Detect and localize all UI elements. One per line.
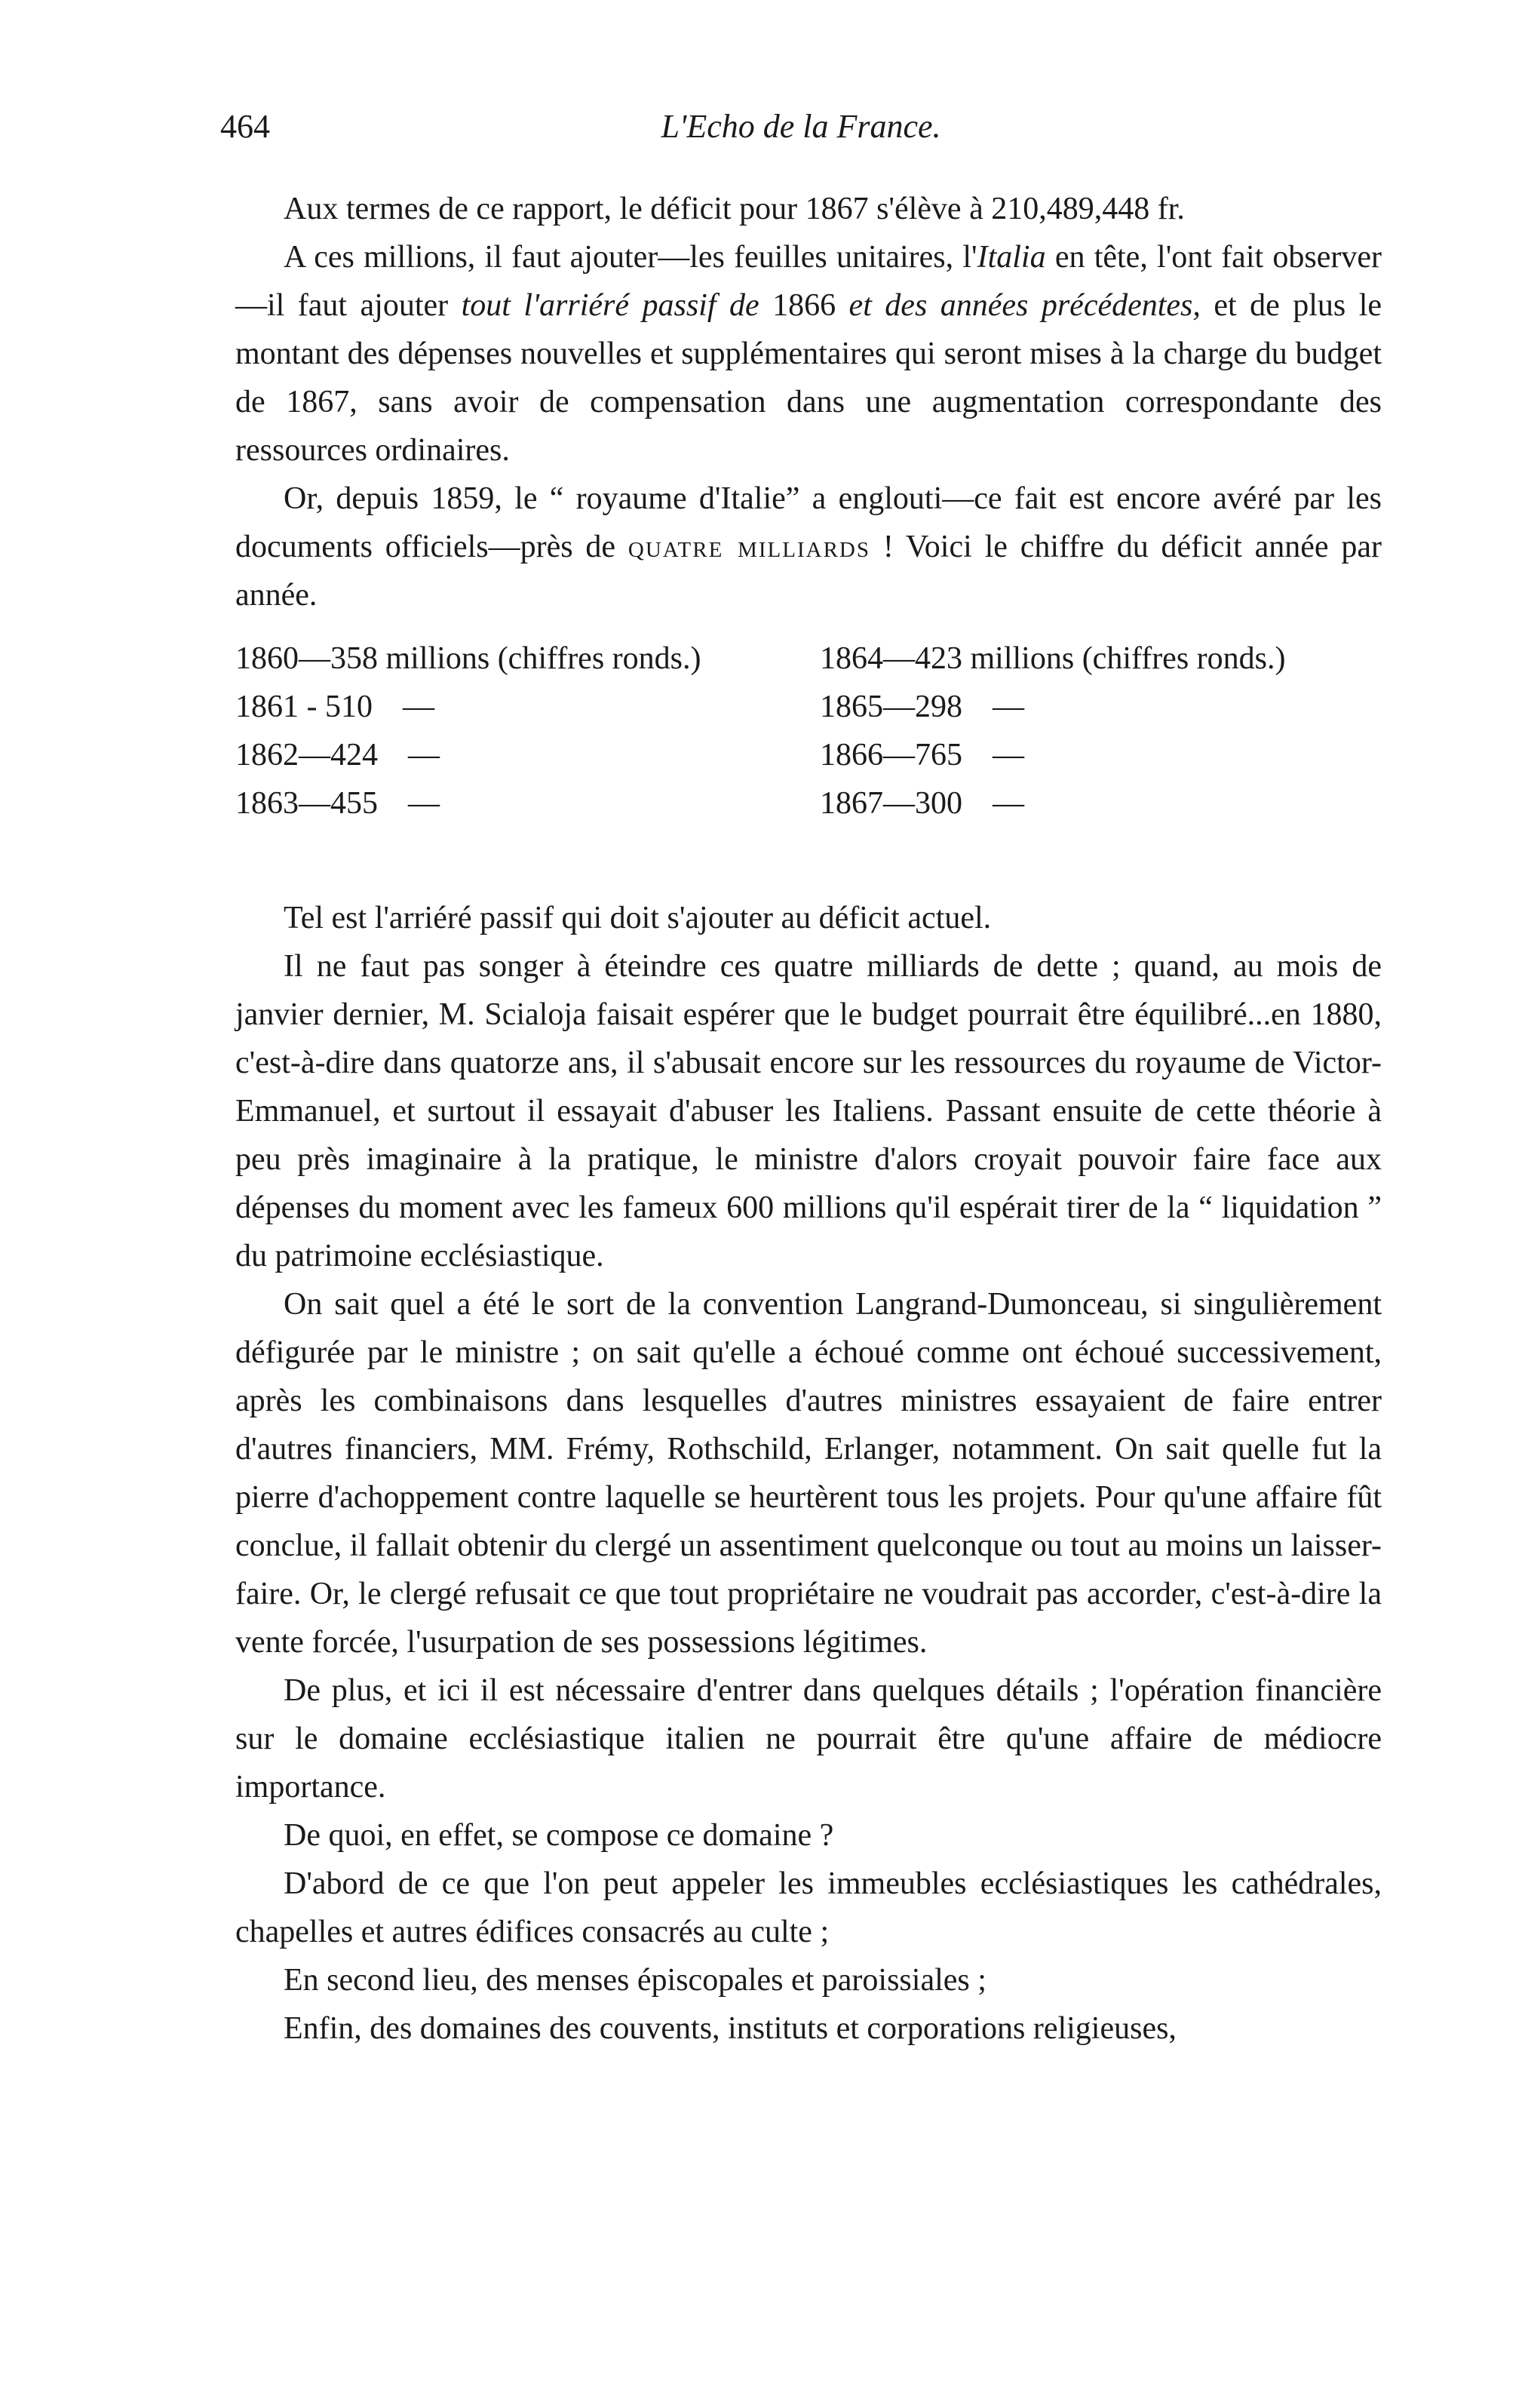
text-run: et de plus le montant des dépenses nouvelles et supplémentaires qui seront mises à la charge du budget de 1867, sans avoir de compensation dans une augmentation correspondante des ressources ordinaires. xyxy=(235,288,1382,468)
ditto-dash: — xyxy=(993,738,1024,772)
paragraph-quatre-milliards xyxy=(235,475,1382,619)
paragraph-arriere-summary: Tel est l'arriéré passif qui doit s'ajouter au déficit actuel. xyxy=(284,901,992,935)
ditto-dash: — xyxy=(403,690,434,724)
deficit-column-right xyxy=(820,634,1286,828)
row-label: 1861 - 510 xyxy=(235,690,373,724)
ditto-dash: — xyxy=(993,786,1024,821)
paragraph-operation-financiere: De plus, et ici il est nécessaire d'entrer dans quelques détails ; l'opération financière sur le domaine ecclésiastique italien ne pourrait être qu'une affaire de médiocre importance. xyxy=(235,1673,1382,1804)
ditto-dash: — xyxy=(993,690,1024,724)
row-label: 1864—423 millions (chiffres ronds.) xyxy=(820,641,1286,676)
table-row xyxy=(820,779,1286,828)
row-label: 1860—358 millions (chiffres ronds.) xyxy=(235,641,701,676)
page-body xyxy=(235,185,1382,2053)
ditto-dash: — xyxy=(408,786,440,821)
page-number: 464 xyxy=(220,108,270,145)
row-label: 1866—765 xyxy=(820,738,962,772)
spacer xyxy=(235,876,1382,894)
smallcaps-run: quatre milliards xyxy=(627,530,870,564)
italic-run: et des années précédentes, xyxy=(848,288,1201,323)
paragraph-couvents: Enfin, des domaines des couvents, instituts et corporations religieuses, xyxy=(284,2011,1177,2046)
table-row xyxy=(820,634,1286,683)
table-row xyxy=(235,634,701,683)
paragraph-langrand-dumonceau: On sait quel a été le sort de la convention Langrand-Dumonceau, si singulièrement défigurée par le ministre ; on sait qu'elle a échoué comme ont échoué successivement, après les combinaisons dans lesquelles d'autres ministres essayaient de faire entrer d'autres financiers, MM. Frémy, Rothschild, Erlanger, notamment. On sait quelle fut la pierre d'achoppement contre laquelle se heurtèrent tous les projets. Pour qu'une affaire fût conclue, il fallait obtenir du clergé un assentiment quelconque ou tout au moins un laisser-faire. Or, le clergé refusait ce que tout propriétaire ne voudrait pas accorder, c'est-à-dire la vente forcée, l'usurpation de ses possessions légitimes. xyxy=(235,1287,1382,1660)
row-label: 1867—300 xyxy=(820,786,962,821)
italic-run: tout l'arriéré passif de xyxy=(461,288,759,323)
paragraph-scialoja: Il ne faut pas songer à éteindre ces quatre milliards de dette ; quand, au mois de janvier dernier, M. Scialoja faisait espérer que le budget pourrait être équilibré...en 1880, c'est-à-dire dans quatorze ans, il s'abusait encore sur les ressources du royaume de Victor-Emmanuel, et surtout il essayait d'abuser les Italiens. Passant ensuite de cette théorie à peu près imaginaire à la pratique, le ministre d'alors croyait pouvoir faire face aux dépenses du moment avec les fameux 600 millions qu'il espérait tirer de la “ liquidation ” du patrimoine ecclésiastique. xyxy=(235,949,1382,1273)
table-row xyxy=(235,683,701,731)
italia-title: Italia xyxy=(977,240,1046,275)
row-label: 1865—298 xyxy=(820,690,962,724)
text-run: Or, depuis 1859, le “ royaume d'Italie” a englouti—ce fait est encore avéré par les documents officiels—près de xyxy=(235,481,1382,564)
row-label: 1862—424 xyxy=(235,738,378,772)
table-row xyxy=(235,731,701,779)
text-run: ! Voici le chiffre du déficit année par année. xyxy=(235,530,1382,613)
table-row xyxy=(820,731,1286,779)
paragraph-question-domaine: De quoi, en effet, se compose ce domaine ? xyxy=(284,1818,834,1853)
paragraph-immeubles: D'abord de ce que l'on peut appeler les immeubles ecclésiastiques les cathédrales, chapelles et autres édifices consacrés au culte ; xyxy=(235,1866,1382,1949)
table-row xyxy=(820,683,1286,731)
paragraph-menses: En second lieu, des menses épiscopales et paroissiales ; xyxy=(284,1963,986,1998)
row-label: 1863—455 xyxy=(235,786,378,821)
paragraph-deficit-1867: Aux termes de ce rapport, le déficit pour 1867 s'élève à 210,489,448 fr. xyxy=(284,192,1185,226)
table-row xyxy=(235,779,701,828)
text-run: en tête, l'ont fait observer—il faut ajouter xyxy=(235,240,1382,323)
text-run: A ces millions, il faut ajouter—les feuilles unitaires, l' xyxy=(284,240,977,275)
running-title: L'Echo de la France. xyxy=(661,108,941,145)
text-run: 1866 xyxy=(759,288,849,323)
paragraph-arriere-passif xyxy=(235,233,1382,475)
deficit-table xyxy=(235,634,1382,876)
deficit-column-left xyxy=(235,634,701,828)
ditto-dash: — xyxy=(408,738,440,772)
page-header xyxy=(220,107,1382,152)
